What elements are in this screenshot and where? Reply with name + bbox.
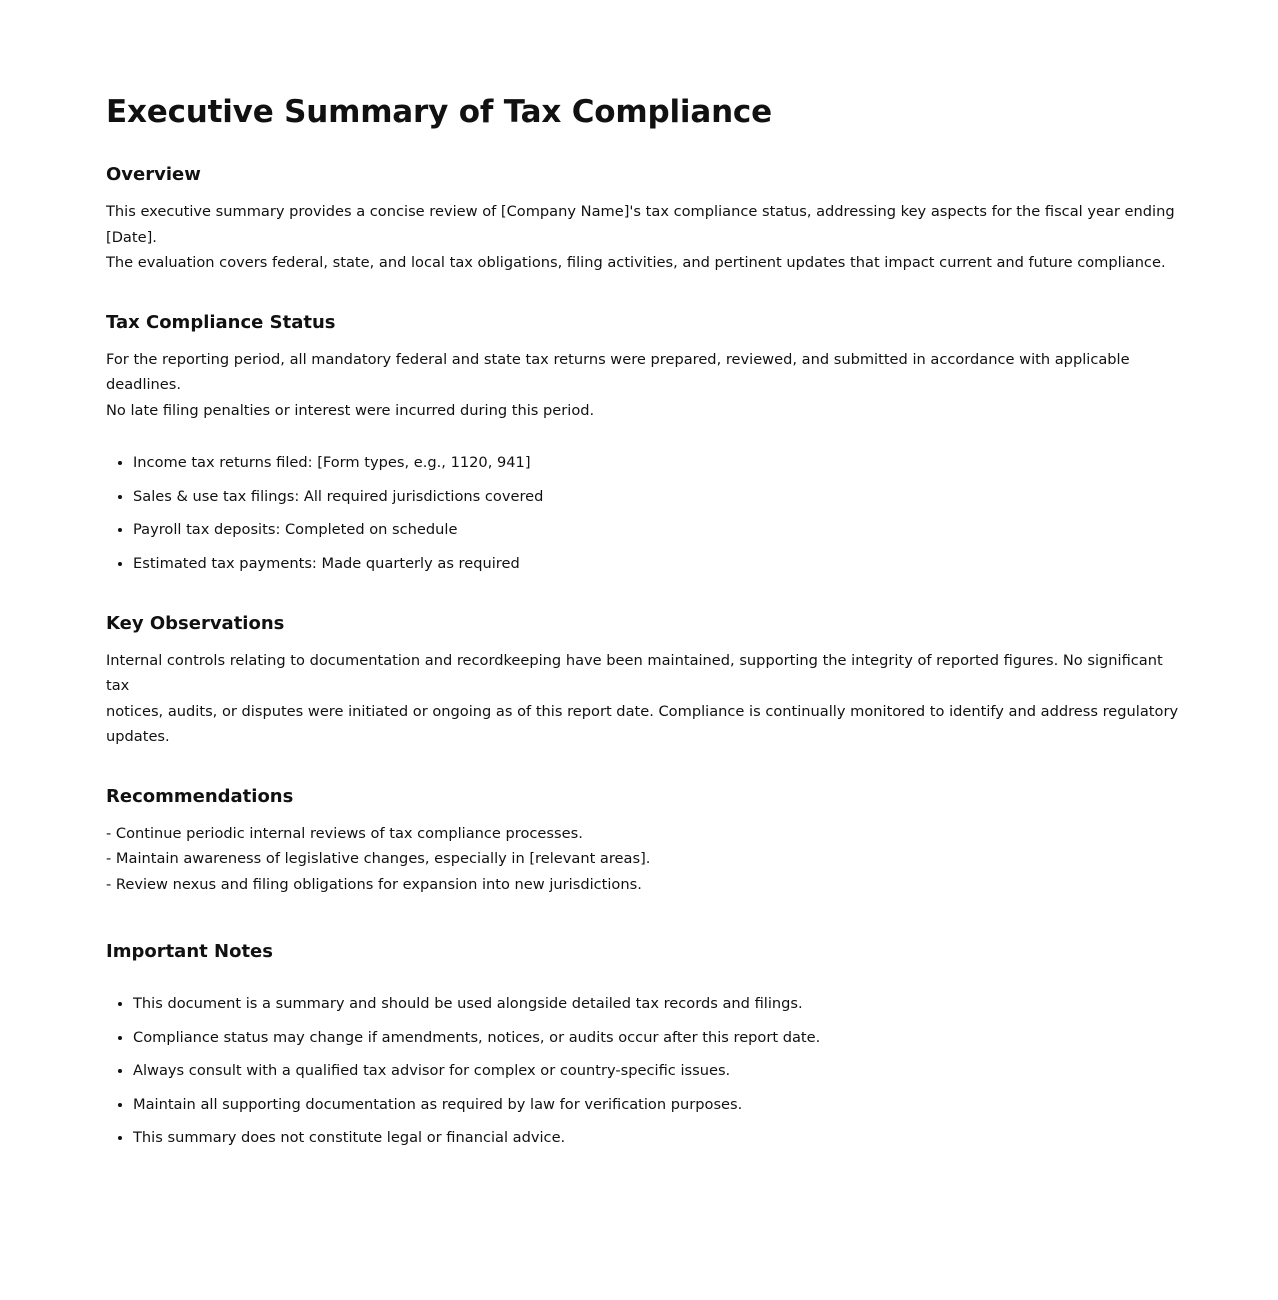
- list-item: • This summary does not constitute legal or financial advice.: [133, 1128, 1186, 1148]
- important-notes-section: [106, 940, 1186, 1148]
- overview-line: This executive summary provides a concise review of [Company Name]'s tax compliance status, addressing key aspects for the fiscal year ending [Date].: [106, 203, 1175, 246]
- recommendation-line: - Review nexus and filing obligations for expansion into new jurisdictions.: [106, 875, 642, 893]
- list-item: • Payroll tax deposits: Completed on schedule: [133, 520, 1186, 540]
- observations-line: Internal controls relating to documentation and recordkeeping have been maintained, supporting the integrity of reported figures. No significant tax: [106, 651, 1163, 694]
- important-notes-list: [106, 994, 1186, 1148]
- list-item: • Income tax returns filed: [Form types, e.g., 1120, 941]: [133, 453, 1186, 473]
- overview-paragraph: [106, 199, 1186, 276]
- key-observations-section: [106, 612, 1186, 750]
- status-line: No late filing penalties or interest were incurred during this period.: [106, 401, 595, 419]
- important-notes-heading: Important Notes: [106, 941, 273, 962]
- filings-list: [106, 453, 1186, 574]
- page-title: Executive Summary of Tax Compliance: [106, 94, 772, 130]
- list-item: • Maintain all supporting documentation as required by law for verification purposes.: [133, 1095, 1186, 1115]
- list-item: • Sales & use tax filings: All required jurisdictions covered: [133, 487, 1186, 507]
- overview-heading: Overview: [106, 164, 201, 185]
- observations-line: updates.: [106, 728, 170, 745]
- overview-line: The evaluation covers federal, state, and local tax obligations, filing activities, and pertinent updates that impact current and future compliance.: [106, 254, 1166, 271]
- document-content: [106, 92, 1186, 1148]
- tax-compliance-status-heading: Tax Compliance Status: [106, 311, 336, 333]
- observations-line: notices, audits, or disputes were initiated or ongoing as of this report date. Compliance is continually monitored to identify and address regulatory: [106, 702, 1179, 720]
- recommendation-line: - Continue periodic internal reviews of tax compliance processes.: [106, 824, 583, 842]
- key-observations-paragraph: [106, 648, 1186, 750]
- list-item: • This document is a summary and should be used alongside detailed tax records and filings.: [133, 994, 1186, 1014]
- list-item: • Always consult with a qualified tax advisor for complex or country-specific issues.: [133, 1061, 1186, 1081]
- overview-section: [106, 163, 1186, 276]
- list-item: • Compliance status may change if amendments, notices, or audits occur after this report date.: [133, 1028, 1186, 1048]
- tax-compliance-status-paragraph: [106, 347, 1186, 424]
- recommendations-block: [106, 821, 1186, 898]
- recommendation-line: - Maintain awareness of legislative changes, especially in [relevant areas].: [106, 850, 651, 867]
- recommendations-section: [106, 785, 1186, 898]
- recommendations-heading: Recommendations: [106, 785, 294, 807]
- list-item: • Estimated tax payments: Made quarterly as required: [133, 554, 1186, 574]
- tax-compliance-status-section: [106, 311, 1186, 574]
- key-observations-heading: Key Observations: [106, 612, 285, 634]
- status-line: For the reporting period, all mandatory federal and state tax returns were prepared, reviewed, and submitted in accordance with applicable deadlines.: [106, 350, 1130, 393]
